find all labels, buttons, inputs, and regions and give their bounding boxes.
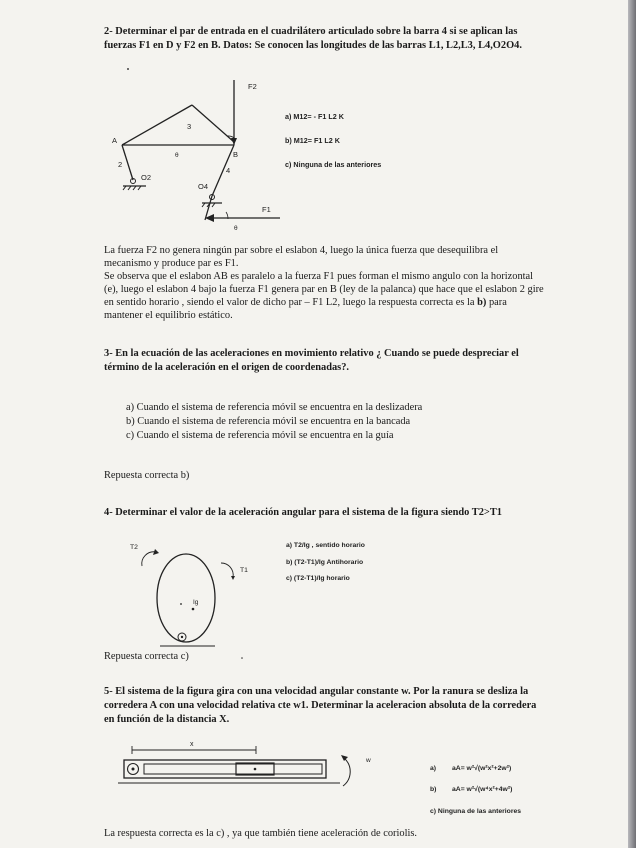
- q4-answer: Repuesta correcta c): [104, 651, 189, 662]
- label-bar4: 4: [226, 166, 231, 175]
- q5-title-line2: corredera A con una velocidad relativa cte w1. Determinar la aceleracion absoluta de la corredera: [104, 700, 537, 711]
- q3-title-line2: término de la aceleración en el origen de coordenadas?.: [104, 362, 350, 373]
- q5-answer: La respuesta correcta es la c) , ya que también tiene aceleración de coriolis.: [104, 828, 418, 839]
- q2-title-line2: fuerzas F1 en D y F2 en B. Datos: Se conocen las longitudes de las barras L1, L2,L3, L4,O2O4.: [104, 40, 522, 51]
- q5-option-b: aA= w²√(w⁴x²+4w²): [452, 786, 513, 793]
- q4-option-c: c) (T2-T1)/Ig horario: [286, 575, 350, 582]
- q4-option-a: a) T2/Ig , sentido horario: [286, 542, 365, 549]
- label-bar3: 3: [187, 122, 192, 131]
- label-o2: O2: [141, 173, 152, 182]
- q5-option-a: aA= w²√(w²x²+2w²): [452, 765, 512, 772]
- label-theta-f1: θ: [234, 225, 238, 232]
- q5-title-line1: 5- El sistema de la figura gira con una velocidad angular constante w. Por la ranura se desliza la: [104, 686, 529, 697]
- q5-title-line3: en función de la distancia X.: [104, 714, 230, 725]
- q2-explanation-line1: La fuerza F2 no genera ningún par sobre el eslabon 4, luego la única fuerza que desequilibra el: [104, 245, 499, 256]
- q3-option-b: b) Cuando el sistema de referencia móvil se encuentra en la bancada: [126, 416, 411, 427]
- q2-title-line1: 2- Determinar el par de entrada en el cuadrilátero articulado sobre la barra 4 si se aplican las: [104, 26, 518, 37]
- q4-option-b: b) (T2-T1)/Ig Antihorario: [286, 559, 364, 566]
- q5-option-a-letter: a): [430, 765, 437, 772]
- label-x: x: [190, 741, 194, 748]
- q5-option-c: c) Ninguna de las anteriores: [430, 808, 522, 815]
- label-t2: T2: [130, 544, 138, 551]
- q2-explanation-line2: mecanismo y produce par es F1.: [104, 258, 239, 269]
- q2-option-c: c) Ninguna de las anteriores: [285, 160, 382, 169]
- label-ig: Ig: [193, 599, 199, 606]
- q2-option-b: b) M12= F1 L2 K: [285, 136, 340, 145]
- q2-option-a: a) M12= - F1 L2 K: [285, 112, 344, 121]
- q2-explanation-line6: mantener el equilibrio estático.: [104, 310, 233, 321]
- q5-option-b-letter: b): [430, 786, 437, 793]
- q3-option-c: c) Cuando el sistema de referencia móvil se encuentra en la guía: [126, 430, 394, 441]
- q2-explanation-line4: (e), luego el eslabon 4 bajo la fuerza F1 genera par en B (ley de la palanca) que hace que el eslabon 2 gire: [104, 284, 544, 295]
- q3-title-line1: 3- En la ecuación de las aceleraciones en movimiento relativo ¿ Cuando se puede despreciar el: [104, 348, 519, 359]
- label-o4: O4: [198, 182, 209, 191]
- label-f1: F1: [262, 205, 271, 214]
- label-theta-ab: θ: [175, 152, 179, 159]
- q2-explanation-line5: en sentido horario , siendo el valor de dicho par – F1 L2, luego la respuesta correcta es la b) para: [104, 297, 507, 308]
- label-w: w: [366, 757, 371, 764]
- q3-option-a: a) Cuando el sistema de referencia móvil se encuentra en la deslizadera: [126, 402, 423, 413]
- label-a: A: [112, 136, 118, 145]
- q4-title: 4- Determinar el valor de la aceleración angular para el sistema de la figura siendo T2>T1: [104, 507, 502, 518]
- q3-answer: Repuesta correcta b): [104, 470, 190, 481]
- label-b: B: [233, 150, 239, 159]
- label-t1: T1: [240, 567, 248, 574]
- label-bar2: 2: [118, 160, 123, 169]
- q2-explanation-line3: Se observa que el eslabon AB es paralelo a la fuerza F1 pues forman el mismo angulo con la horizontal: [104, 271, 534, 282]
- label-f2: F2: [248, 82, 257, 91]
